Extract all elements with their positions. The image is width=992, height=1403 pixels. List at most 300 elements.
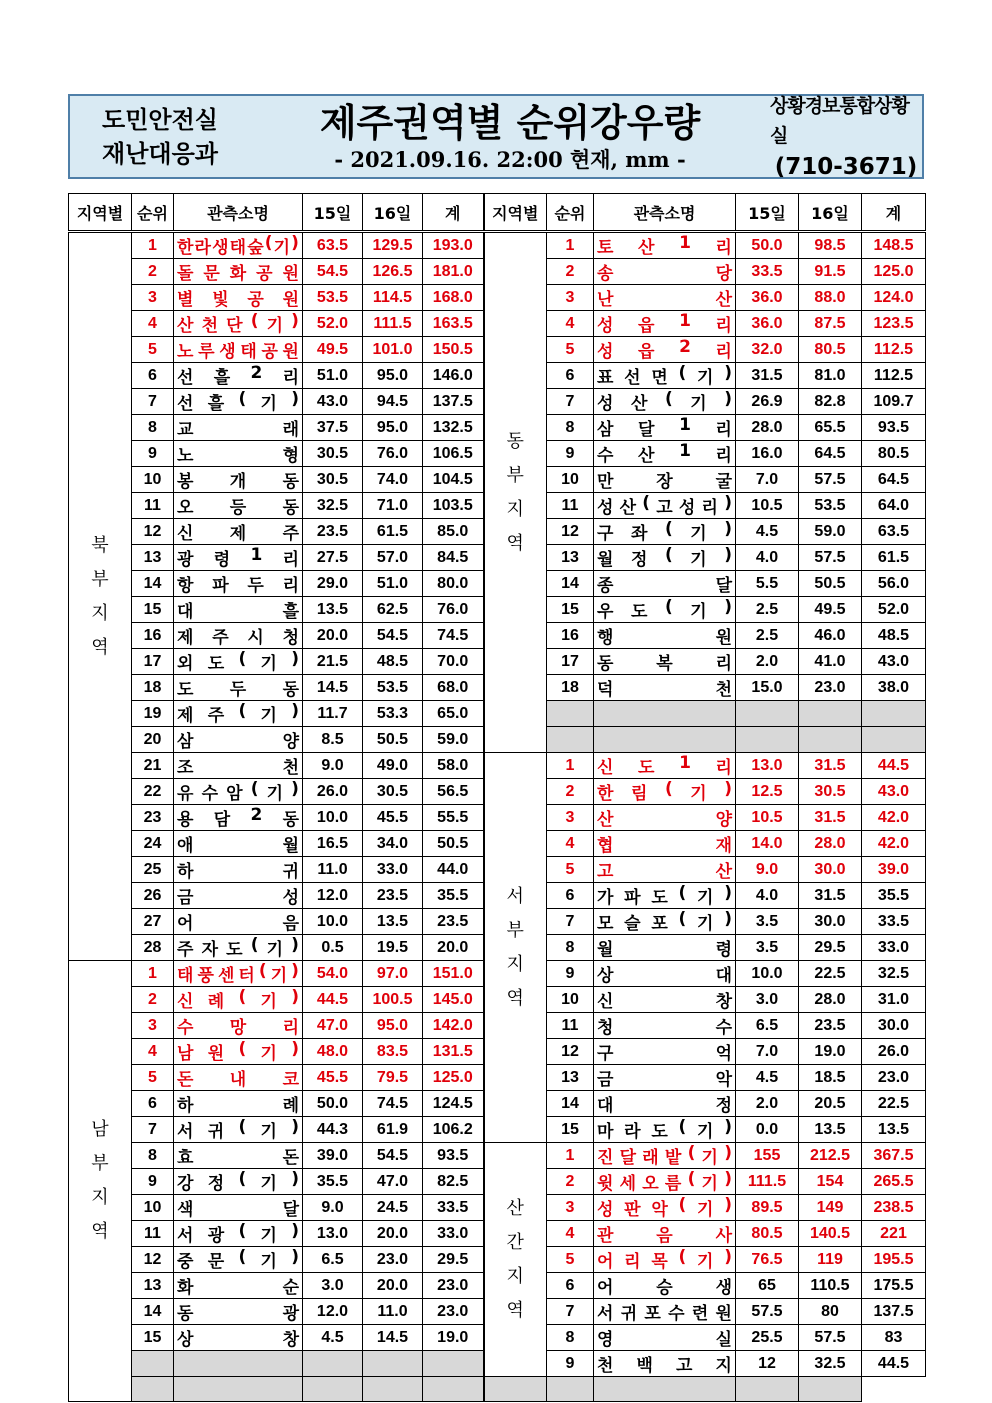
rain-day16: 50.5 [799, 571, 862, 597]
rain-day15: 50.0 [303, 1091, 363, 1117]
rain-day16: 57.5 [799, 545, 862, 571]
rain-total: 109.7 [862, 389, 926, 415]
region-cell [484, 232, 547, 753]
empty-cell [174, 1377, 303, 1402]
station-cell [594, 779, 736, 805]
rain-total: 163.5 [423, 311, 484, 337]
empty-cell [547, 1377, 594, 1402]
rain-day16: 34.0 [363, 831, 423, 857]
rain-day15: 80.5 [736, 1221, 799, 1247]
rank-cell: 3 [132, 1013, 174, 1039]
station-cell [594, 519, 736, 545]
rainfall-ranking-table [68, 193, 926, 1402]
rain-total: 137.5 [423, 389, 484, 415]
station-name: 수 망 리 [177, 1018, 299, 1038]
station-cell [174, 1273, 303, 1299]
station-cell [594, 1273, 736, 1299]
station-name: 서 귀 ( 기 ) [177, 1117, 299, 1142]
rain-total: 32.5 [862, 961, 926, 987]
rain-total: 123.5 [862, 311, 926, 337]
col-rank: 순위 [547, 194, 594, 232]
rank-cell: 6 [132, 363, 174, 389]
rank-cell: 1 [547, 753, 594, 779]
rain-day15: 65 [736, 1273, 799, 1299]
rain-total: 221 [862, 1221, 926, 1247]
station-cell [594, 883, 736, 909]
rain-day15: 57.5 [736, 1299, 799, 1325]
station-cell [174, 779, 303, 805]
rank-cell: 13 [547, 1065, 594, 1091]
station-cell [174, 649, 303, 675]
rank-cell: 9 [547, 961, 594, 987]
rain-total: 80.5 [862, 441, 926, 467]
station-name: 난 산 [597, 290, 732, 310]
empty-cell [423, 1351, 484, 1377]
station-cell [174, 311, 303, 337]
rank-cell: 5 [547, 1247, 594, 1273]
station-cell [594, 1039, 736, 1065]
rain-total: 93.5 [862, 415, 926, 441]
rain-day15: 47.0 [303, 1013, 363, 1039]
rain-total: 265.5 [862, 1169, 926, 1195]
station-cell [594, 571, 736, 597]
rain-total: 55.5 [423, 805, 484, 831]
empty-cell [862, 701, 926, 727]
rank-cell: 8 [547, 935, 594, 961]
station-cell [174, 493, 303, 519]
rank-cell: 4 [547, 1221, 594, 1247]
rain-total: 131.5 [423, 1039, 484, 1065]
table-header-row [69, 194, 926, 232]
rank-cell: 11 [547, 493, 594, 519]
rain-day16: 79.5 [363, 1065, 423, 1091]
rain-total: 44.5 [862, 753, 926, 779]
station-cell [174, 1195, 303, 1221]
station-name: 토 산 1 리 [597, 233, 732, 258]
rank-cell: 13 [132, 1273, 174, 1299]
station-cell [174, 441, 303, 467]
station-name: 표 선 면 ( 기 ) [597, 363, 732, 388]
station-name: 수 산 1 리 [597, 441, 732, 466]
table-row [69, 753, 926, 779]
rain-day16: 126.5 [363, 259, 423, 285]
empty-cell [132, 1351, 174, 1377]
rain-total: 145.0 [423, 987, 484, 1013]
rain-day16: 140.5 [799, 1221, 862, 1247]
station-name: 선 흘 ( 기 ) [177, 389, 299, 414]
empty-cell [862, 727, 926, 753]
rain-day15: 8.5 [303, 727, 363, 753]
station-cell [594, 935, 736, 961]
empty-cell [799, 1377, 862, 1402]
rank-cell: 18 [132, 675, 174, 701]
rank-cell: 6 [547, 363, 594, 389]
rank-cell: 3 [547, 1195, 594, 1221]
rank-cell: 22 [132, 779, 174, 805]
rank-cell: 17 [547, 649, 594, 675]
rain-total: 65.0 [423, 701, 484, 727]
rain-day15: 3.0 [303, 1273, 363, 1299]
empty-cell [303, 1351, 363, 1377]
rain-day16: 28.0 [799, 987, 862, 1013]
rain-day16: 54.5 [363, 623, 423, 649]
rain-total: 44.0 [423, 857, 484, 883]
station-cell [594, 1195, 736, 1221]
rain-day16: 91.5 [799, 259, 862, 285]
col-region: 지역별 [69, 194, 132, 232]
rain-day15: 3.5 [736, 909, 799, 935]
rain-day15: 30.5 [303, 441, 363, 467]
rain-total: 112.5 [862, 337, 926, 363]
station-cell [174, 467, 303, 493]
station-cell [594, 232, 736, 259]
station-cell [594, 1013, 736, 1039]
rain-day15: 26.9 [736, 389, 799, 415]
station-cell [174, 883, 303, 909]
rain-day16: 49.5 [799, 597, 862, 623]
rain-day15: 4.5 [736, 1065, 799, 1091]
station-cell [174, 285, 303, 311]
rain-day16: 88.0 [799, 285, 862, 311]
report-title: 제주권역별 순위강우량 [319, 101, 701, 145]
station-cell [174, 363, 303, 389]
empty-cell [484, 1377, 547, 1402]
rain-total: 20.0 [423, 935, 484, 961]
rain-day16: 212.5 [799, 1143, 862, 1169]
station-cell [174, 337, 303, 363]
table-row [69, 1377, 926, 1402]
rain-day16: 82.8 [799, 389, 862, 415]
empty-cell [363, 1351, 423, 1377]
rain-day16: 114.5 [363, 285, 423, 311]
region-name: 동부지역 [506, 430, 524, 554]
rain-day15: 4.0 [736, 545, 799, 571]
rain-day15: 0.0 [736, 1117, 799, 1143]
rank-cell: 14 [132, 1299, 174, 1325]
rain-day15: 155 [736, 1143, 799, 1169]
rank-cell: 11 [547, 1013, 594, 1039]
rain-day15: 12 [736, 1351, 799, 1377]
empty-cell [174, 1351, 303, 1377]
region-name: 북부지역 [91, 534, 109, 658]
station-name: 용 담 2 동 [177, 805, 299, 830]
station-name: 종 달 [597, 576, 732, 596]
rain-total: 83 [862, 1325, 926, 1351]
rain-total: 85.0 [423, 519, 484, 545]
rain-day15: 33.5 [736, 259, 799, 285]
station-name: 도 두 동 [177, 680, 299, 700]
rain-day15: 20.0 [303, 623, 363, 649]
rain-day15: 43.0 [303, 389, 363, 415]
empty-cell [132, 1377, 174, 1402]
rank-cell: 28 [132, 935, 174, 961]
rain-day16: 57.0 [363, 545, 423, 571]
rain-total: 106.5 [423, 441, 484, 467]
rain-total: 63.5 [862, 519, 926, 545]
station-cell [174, 1091, 303, 1117]
rank-cell: 1 [547, 232, 594, 259]
rain-day16: 32.5 [799, 1351, 862, 1377]
station-name: 금 성 [177, 888, 299, 908]
rain-day15: 48.0 [303, 1039, 363, 1065]
empty-cell [799, 727, 862, 753]
station-name: 봉 개 동 [177, 472, 299, 492]
station-name: 덕 천 [597, 680, 732, 700]
station-name: 광 령 1 리 [177, 545, 299, 570]
rain-total: 193.0 [423, 232, 484, 259]
rain-day15: 2.5 [736, 623, 799, 649]
station-name: 서 광 ( 기 ) [177, 1221, 299, 1246]
rank-cell: 13 [132, 545, 174, 571]
col-total: 계 [423, 194, 484, 232]
rain-total: 80.0 [423, 571, 484, 597]
station-cell [174, 545, 303, 571]
rain-day15: 14.0 [736, 831, 799, 857]
station-cell [594, 1325, 736, 1351]
rain-total: 124.0 [862, 285, 926, 311]
station-cell [174, 259, 303, 285]
rain-day15: 2.0 [736, 1091, 799, 1117]
station-cell [594, 857, 736, 883]
rank-cell: 3 [547, 805, 594, 831]
empty-cell [423, 1377, 484, 1402]
rain-day16: 65.5 [799, 415, 862, 441]
rank-cell: 11 [132, 493, 174, 519]
rain-day15: 14.5 [303, 675, 363, 701]
rank-cell: 9 [132, 441, 174, 467]
rank-cell: 12 [547, 519, 594, 545]
station-cell [594, 467, 736, 493]
region-cell [484, 753, 547, 1143]
rain-day16: 57.5 [799, 467, 862, 493]
rain-total: 82.5 [423, 1169, 484, 1195]
rain-day16: 45.5 [363, 805, 423, 831]
rain-day15: 9.0 [736, 857, 799, 883]
rain-total: 42.0 [862, 831, 926, 857]
rain-day16: 71.0 [363, 493, 423, 519]
rain-day15: 3.5 [736, 935, 799, 961]
station-cell [174, 727, 303, 753]
report-header [68, 94, 924, 179]
station-cell [174, 753, 303, 779]
rain-day16: 54.5 [363, 1143, 423, 1169]
rain-day16: 33.0 [363, 857, 423, 883]
office-phone: (710-3671) [774, 153, 918, 180]
region-cell [69, 961, 132, 1402]
rain-day15: 45.5 [303, 1065, 363, 1091]
rain-day16: 94.5 [363, 389, 423, 415]
rain-day16: 53.5 [799, 493, 862, 519]
office-name: 상황경보통합상황실 [770, 94, 909, 147]
empty-cell [363, 1377, 423, 1402]
rain-day15: 28.0 [736, 415, 799, 441]
rain-total: 106.2 [423, 1117, 484, 1143]
rain-total: 146.0 [423, 363, 484, 389]
rain-day15: 23.5 [303, 519, 363, 545]
station-name: 중 문 ( 기 ) [177, 1247, 299, 1272]
rain-total: 195.5 [862, 1247, 926, 1273]
rain-day16: 57.5 [799, 1325, 862, 1351]
rank-cell: 12 [132, 1247, 174, 1273]
rank-cell: 3 [132, 285, 174, 311]
region-cell [69, 232, 132, 961]
station-cell [174, 571, 303, 597]
rain-day15: 6.5 [303, 1247, 363, 1273]
rain-day15: 7.0 [736, 1039, 799, 1065]
rain-day15: 5.5 [736, 571, 799, 597]
rain-day16: 111.5 [363, 311, 423, 337]
rain-day15: 53.5 [303, 285, 363, 311]
station-cell [594, 753, 736, 779]
rain-day15: 4.0 [736, 883, 799, 909]
col-day15: 15일 [303, 194, 363, 232]
station-cell [594, 987, 736, 1013]
station-cell [594, 1221, 736, 1247]
rain-total: 19.0 [423, 1325, 484, 1351]
rain-total: 112.5 [862, 363, 926, 389]
rain-day15: 12.0 [303, 1299, 363, 1325]
rain-day16: 30.5 [363, 779, 423, 805]
rain-day16: 23.0 [799, 675, 862, 701]
office-box [770, 94, 922, 180]
rain-day16: 28.0 [799, 831, 862, 857]
rain-day15: 16.5 [303, 831, 363, 857]
rank-cell: 13 [547, 545, 594, 571]
station-name: 어 승 생 [597, 1278, 732, 1298]
rank-cell: 5 [547, 337, 594, 363]
rain-day15: 25.5 [736, 1325, 799, 1351]
rain-day16: 23.0 [363, 1247, 423, 1273]
station-name: 오 등 동 [177, 498, 299, 518]
station-name: 태 풍 센 터 ( 기 ) [177, 961, 299, 986]
report-subtitle: - 2021.09.16. 22:00 현재, mm - [334, 147, 686, 172]
station-cell [174, 675, 303, 701]
station-cell [594, 259, 736, 285]
rank-cell: 8 [132, 415, 174, 441]
rain-day15: 21.5 [303, 649, 363, 675]
station-name: 서 귀 포 수 련 원 [597, 1304, 732, 1324]
station-cell [594, 1117, 736, 1143]
station-name: 조 천 [177, 758, 299, 778]
rank-cell: 8 [132, 1143, 174, 1169]
station-cell [594, 649, 736, 675]
rain-total: 29.5 [423, 1247, 484, 1273]
rain-day16: 53.3 [363, 701, 423, 727]
rain-total: 23.0 [862, 1065, 926, 1091]
rank-cell: 4 [547, 311, 594, 337]
rain-total: 23.0 [423, 1299, 484, 1325]
rain-day15: 10.0 [303, 805, 363, 831]
station-cell [174, 805, 303, 831]
rank-cell: 5 [132, 337, 174, 363]
station-cell [594, 623, 736, 649]
rain-total: 39.0 [862, 857, 926, 883]
rain-day16: 83.5 [363, 1039, 423, 1065]
rain-total: 367.5 [862, 1143, 926, 1169]
station-cell [594, 389, 736, 415]
rain-day16: 18.5 [799, 1065, 862, 1091]
rank-cell: 7 [547, 909, 594, 935]
station-name: 행 원 [597, 628, 732, 648]
rain-day16: 11.0 [363, 1299, 423, 1325]
col-station: 관측소명 [174, 194, 303, 232]
region-name: 서부지역 [506, 885, 524, 1009]
rain-day16: 29.5 [799, 935, 862, 961]
rank-cell: 8 [547, 1325, 594, 1351]
station-cell [174, 701, 303, 727]
rain-total: 44.5 [862, 1351, 926, 1377]
station-cell [594, 441, 736, 467]
rank-cell: 23 [132, 805, 174, 831]
rain-day16: 23.5 [363, 883, 423, 909]
rank-cell: 24 [132, 831, 174, 857]
table-row [69, 1143, 926, 1169]
department-box [70, 96, 250, 177]
rank-cell: 19 [132, 701, 174, 727]
rank-cell: 15 [547, 1117, 594, 1143]
rain-day15: 7.0 [736, 467, 799, 493]
rank-cell: 4 [547, 831, 594, 857]
rain-day15: 32.0 [736, 337, 799, 363]
empty-cell [799, 701, 862, 727]
rain-day16: 13.5 [363, 909, 423, 935]
station-name: 금 악 [597, 1070, 732, 1090]
rain-day15: 35.5 [303, 1169, 363, 1195]
rain-total: 59.0 [423, 727, 484, 753]
rain-day15: 29.0 [303, 571, 363, 597]
rain-day15: 10.0 [736, 961, 799, 987]
rain-total: 137.5 [862, 1299, 926, 1325]
rain-total: 23.0 [423, 1273, 484, 1299]
station-cell [594, 831, 736, 857]
station-cell [174, 623, 303, 649]
station-cell [594, 1299, 736, 1325]
station-name: 교 래 [177, 420, 299, 440]
station-name: 노 형 [177, 446, 299, 466]
station-cell [594, 1351, 736, 1377]
rank-cell: 1 [132, 961, 174, 987]
station-name: 선 흘 2 리 [177, 363, 299, 388]
rain-day15: 52.0 [303, 311, 363, 337]
station-cell [594, 1091, 736, 1117]
station-name: 신 도 1 리 [597, 753, 732, 778]
rank-cell: 6 [547, 883, 594, 909]
rain-day15: 27.5 [303, 545, 363, 571]
station-name: 돌 문 화 공 원 [177, 264, 299, 284]
station-name: 항 파 두 리 [177, 576, 299, 596]
rain-day16: 61.9 [363, 1117, 423, 1143]
rain-day15: 54.0 [303, 961, 363, 987]
rank-cell: 10 [132, 467, 174, 493]
rain-total: 43.0 [862, 649, 926, 675]
rank-cell: 18 [547, 675, 594, 701]
station-cell [174, 415, 303, 441]
rain-total: 150.5 [423, 337, 484, 363]
col-rank: 순위 [132, 194, 174, 232]
station-name: 삼 양 [177, 732, 299, 752]
station-cell [174, 961, 303, 987]
rank-cell: 2 [547, 1169, 594, 1195]
rank-cell: 14 [547, 571, 594, 597]
station-cell [174, 1013, 303, 1039]
station-cell [594, 909, 736, 935]
rain-day16: 20.0 [363, 1221, 423, 1247]
rain-day15: 16.0 [736, 441, 799, 467]
rain-day15: 4.5 [303, 1325, 363, 1351]
rank-cell: 9 [132, 1169, 174, 1195]
rain-day16: 31.5 [799, 805, 862, 831]
rain-day16: 80 [799, 1299, 862, 1325]
